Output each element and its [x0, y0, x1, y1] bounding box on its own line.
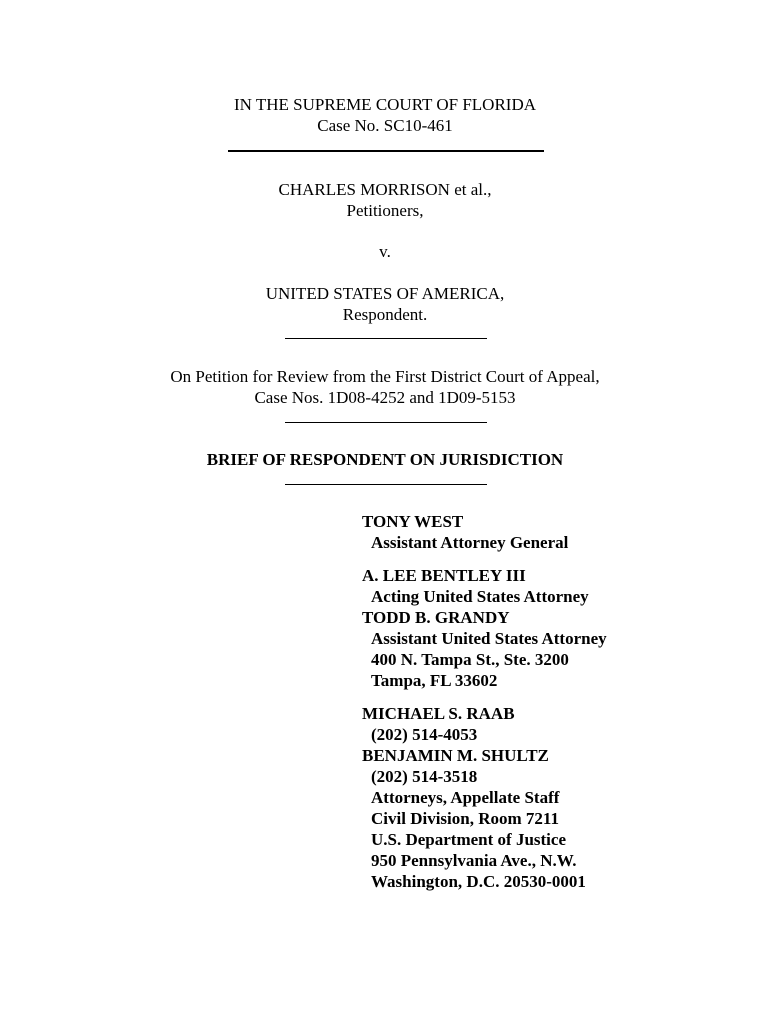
review-line-1: On Petition for Review from the First District Court of Appeal, — [170, 367, 600, 386]
review-line-2: Case Nos. 1D08-4252 and 1D09-5153 — [254, 388, 516, 407]
respondent-name: UNITED STATES OF AMERICA, — [265, 284, 505, 303]
counsel-title: Assistant Attorney General — [371, 533, 569, 552]
counsel-name-michael-raab: MICHAEL S. RAAB — [362, 704, 515, 723]
counsel-phone: (202) 514-3518 — [371, 767, 478, 786]
counsel-address-street: 400 N. Tampa St., Ste. 3200 — [371, 650, 569, 669]
counsel-division: Civil Division, Room 7211 — [371, 809, 559, 828]
caption-divider-3 — [285, 484, 487, 485]
counsel-title: Assistant United States Attorney — [371, 629, 607, 648]
counsel-address-city: Washington, D.C. 20530-0001 — [371, 872, 586, 891]
counsel-title: Attorneys, Appellate Staff — [371, 788, 560, 807]
versus-text: v. — [379, 242, 391, 261]
court-name: IN THE SUPREME COURT OF FLORIDA — [233, 95, 537, 114]
spacer — [362, 553, 607, 565]
counsel-address-street: 950 Pennsylvania Ave., N.W. — [371, 851, 577, 870]
spacer — [362, 691, 607, 703]
counsel-title: Acting United States Attorney — [371, 587, 589, 606]
caption-divider-2 — [285, 422, 487, 423]
counsel-name-lee-bentley: A. LEE BENTLEY III — [362, 566, 526, 585]
counsel-address-city: Tampa, FL 33602 — [371, 671, 498, 690]
counsel-department: U.S. Department of Justice — [371, 830, 566, 849]
counsel-phone: (202) 514-4053 — [371, 725, 478, 744]
brief-title: BRIEF OF RESPONDENT ON JURISDICTION — [206, 450, 564, 469]
caption-divider-long — [228, 150, 544, 152]
counsel-block — [362, 511, 607, 892]
counsel-name-todd-grandy: TODD B. GRANDY — [362, 608, 510, 627]
respondent-role: Respondent. — [342, 305, 428, 324]
petitioner-name: CHARLES MORRISON et al., — [278, 180, 492, 199]
petitioner-role: Petitioners, — [346, 201, 424, 220]
caption-divider-1 — [285, 338, 487, 339]
case-number: Case No. SC10-461 — [317, 116, 453, 135]
counsel-name-tony-west: TONY WEST — [362, 512, 464, 531]
counsel-name-benjamin-shultz: BENJAMIN M. SHULTZ — [362, 746, 549, 765]
